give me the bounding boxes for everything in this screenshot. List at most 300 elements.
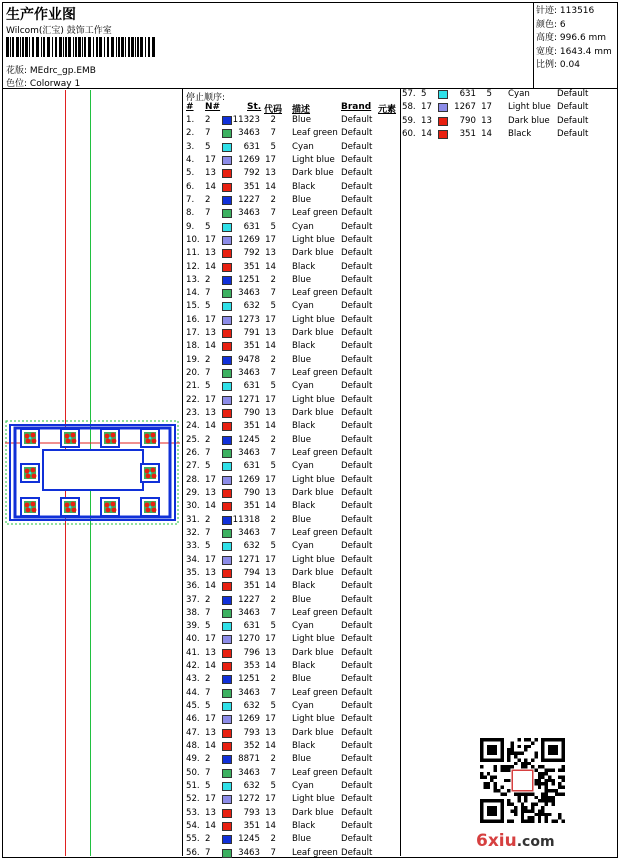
color-code: 7	[270, 607, 276, 618]
stop-row	[186, 154, 396, 167]
stop-row	[186, 713, 396, 726]
stop-row	[186, 540, 396, 553]
col-header-brand: Brand	[341, 102, 372, 112]
stitch-count: 1251	[238, 274, 260, 285]
needle-number: 7	[205, 288, 211, 299]
color-description: Black	[292, 341, 316, 352]
color-swatch	[222, 302, 232, 311]
color-swatch	[222, 462, 232, 471]
color-code: 17	[265, 154, 276, 165]
stitch-count: 793	[243, 807, 260, 818]
stop-index: 13.	[186, 274, 200, 285]
stop-index: 26.	[186, 448, 200, 458]
color-code: 2	[270, 674, 276, 685]
needle-number: 2	[205, 434, 211, 445]
barcode-bar	[137, 37, 139, 57]
needle-number: 14	[205, 341, 216, 352]
thread-brand: Default	[341, 647, 373, 658]
color-swatch	[222, 742, 232, 751]
thread-brand: Default	[341, 408, 373, 419]
thread-brand: Default	[341, 674, 373, 685]
color-swatch	[222, 542, 232, 551]
stitch-count: 791	[243, 328, 260, 339]
color-description: Leaf green	[292, 767, 338, 778]
color-description: Cyan	[292, 701, 314, 712]
thread-brand: Default	[341, 714, 373, 725]
stitch-count: 351	[243, 341, 260, 352]
color-description: Dark blue	[508, 115, 550, 126]
stop-row	[186, 580, 396, 593]
color-swatch	[222, 489, 232, 498]
stitch-count: 790	[243, 408, 260, 419]
stitch-count: 1269	[238, 154, 260, 165]
color-swatch	[438, 90, 448, 99]
design-preview	[5, 90, 180, 856]
stop-row	[186, 354, 396, 367]
color-swatch	[222, 169, 232, 178]
qr-code	[480, 738, 565, 823]
stitch-count: 631	[243, 221, 260, 232]
needle-number: 7	[205, 527, 211, 538]
stitch-count: 1269	[238, 234, 260, 245]
color-swatch	[222, 129, 232, 138]
stop-index: 21.	[186, 381, 200, 392]
color-description: Light blue	[292, 554, 335, 565]
needle-number: 14	[205, 581, 216, 592]
stop-row	[186, 700, 396, 713]
color-code: 7	[270, 767, 276, 778]
spec-label: 高度:	[536, 33, 560, 43]
thread-brand: Default	[341, 328, 373, 339]
stop-index: 32.	[186, 527, 200, 538]
stitch-count: 632	[243, 301, 260, 312]
flower-motif	[21, 464, 39, 482]
color-swatch	[222, 223, 232, 232]
stop-index: 6.	[186, 181, 195, 192]
color-description: Dark blue	[292, 168, 334, 179]
stitch-count: 790	[459, 115, 476, 126]
spec-label: 比例:	[536, 60, 560, 70]
stitch-count: 3463	[238, 208, 260, 219]
color-swatch	[222, 116, 232, 125]
color-description: Light blue	[292, 714, 335, 725]
barcode-bar	[55, 37, 57, 57]
color-swatch	[222, 316, 232, 325]
color-swatch	[222, 209, 232, 218]
color-swatch	[222, 356, 232, 365]
stitch-count: 1272	[238, 794, 260, 805]
thread-brand: Default	[341, 621, 373, 632]
needle-number: 7	[205, 368, 211, 379]
color-description: Light blue	[292, 154, 335, 165]
needle-number: 7	[205, 847, 211, 858]
column-divider	[400, 88, 401, 856]
color-description: Dark blue	[292, 248, 334, 259]
color-swatch	[222, 249, 232, 258]
color-description: Black	[292, 820, 316, 831]
stop-row	[186, 500, 396, 513]
color-description: Blue	[292, 754, 312, 765]
stop-index: 12.	[186, 261, 200, 272]
color-description: Black	[292, 261, 316, 272]
barcode-bar	[59, 37, 62, 57]
color-description: Blue	[292, 834, 312, 845]
needle-number: 7	[205, 687, 211, 698]
specs-divider	[533, 2, 534, 88]
needle-number: 5	[205, 221, 211, 232]
stop-index: 11.	[186, 248, 200, 259]
stitch-count: 1270	[238, 634, 260, 645]
stop-row	[186, 127, 396, 140]
color-code: 14	[265, 820, 276, 831]
barcode-bar	[148, 37, 150, 57]
colorway-label: 色位:	[6, 79, 28, 89]
color-swatch	[438, 130, 448, 139]
stop-index: 54.	[186, 820, 200, 831]
stitch-count: 631	[243, 621, 260, 632]
flower-motif	[21, 429, 39, 447]
needle-number: 5	[205, 461, 211, 472]
color-description: Dark blue	[292, 567, 334, 578]
thread-brand: Default	[341, 128, 373, 139]
color-description: Blue	[292, 274, 312, 285]
color-description: Black	[292, 501, 316, 512]
stop-index: 30.	[186, 501, 200, 512]
stop-row	[186, 274, 396, 287]
thread-brand: Default	[341, 261, 373, 272]
thread-brand: Default	[341, 634, 373, 645]
stitch-count: 632	[243, 541, 260, 552]
stop-row	[402, 115, 612, 128]
color-code: 2	[270, 834, 276, 845]
color-code: 5	[270, 541, 276, 552]
color-swatch	[222, 675, 232, 684]
stop-row	[186, 367, 396, 380]
color-code: 5	[270, 781, 276, 791]
stop-index: 22.	[186, 394, 200, 405]
stop-index: 36.	[186, 581, 200, 592]
color-swatch	[222, 769, 232, 778]
stitch-count: 1227	[238, 594, 260, 605]
thread-brand: Default	[341, 567, 373, 578]
color-description: Dark blue	[292, 727, 334, 738]
stop-row	[186, 514, 396, 527]
stitch-count: 351	[243, 181, 260, 192]
color-description: Dark blue	[292, 647, 334, 658]
color-description: Dark blue	[292, 807, 334, 818]
stitch-count: 790	[243, 487, 260, 498]
file-label: 花版:	[6, 66, 28, 76]
stitch-count: 792	[243, 168, 260, 179]
needle-number: 7	[205, 767, 211, 778]
stitch-count: 631	[459, 89, 476, 99]
color-description: Leaf green	[292, 448, 338, 458]
color-swatch	[438, 117, 448, 126]
color-code: 7	[270, 128, 276, 139]
stop-row	[186, 394, 396, 407]
stitch-count: 351	[243, 261, 260, 272]
color-code: 17	[265, 314, 276, 325]
stop-index: 39.	[186, 621, 200, 632]
thread-brand: Default	[341, 594, 373, 605]
needle-number: 2	[205, 115, 211, 125]
stop-row	[186, 833, 396, 846]
barcode-bar	[73, 37, 74, 57]
thread-brand: Default	[557, 102, 589, 113]
color-code: 2	[270, 434, 276, 445]
stop-row	[186, 221, 396, 234]
needle-number: 17	[421, 102, 432, 113]
file-name: MEdrc_gp.EMB	[29, 66, 96, 76]
thread-brand: Default	[341, 847, 373, 858]
flower-motif	[141, 464, 159, 482]
stop-row	[186, 780, 396, 793]
barcode-bar	[118, 37, 120, 57]
color-code: 7	[270, 288, 276, 299]
thread-brand: Default	[557, 115, 589, 126]
stitch-count: 1269	[238, 474, 260, 485]
needle-number: 14	[205, 820, 216, 831]
stop-row	[186, 141, 396, 154]
stitch-count: 1271	[238, 554, 260, 565]
design-specs	[536, 5, 612, 73]
needle-number: 14	[421, 128, 432, 139]
stitch-count: 352	[243, 741, 260, 752]
color-code: 5	[486, 89, 492, 99]
stop-index: 59.	[402, 115, 416, 126]
stitch-count: 1267	[454, 102, 476, 113]
thread-brand: Default	[341, 221, 373, 232]
needle-number: 13	[205, 647, 216, 658]
needle-number: 13	[205, 567, 216, 578]
needle-number: 7	[205, 607, 211, 618]
color-swatch	[222, 729, 232, 738]
thread-brand: Default	[341, 234, 373, 245]
needle-number: 5	[205, 541, 211, 552]
stop-index: 9.	[186, 221, 195, 232]
color-code: 2	[270, 754, 276, 765]
thread-brand: Default	[341, 194, 373, 205]
stop-row	[186, 647, 396, 660]
color-description: Cyan	[292, 541, 314, 552]
stitch-count: 3463	[238, 767, 260, 778]
colorway-value: Colorway 1	[29, 79, 81, 89]
embroidery-design	[5, 420, 180, 525]
needle-number: 5	[421, 89, 427, 99]
thread-brand: Default	[557, 128, 589, 139]
color-description: Blue	[292, 115, 312, 125]
color-swatch	[222, 702, 232, 711]
color-description: Blue	[292, 434, 312, 445]
color-code: 13	[265, 408, 276, 419]
stitch-count: 632	[243, 781, 260, 791]
color-code: 7	[270, 448, 276, 458]
barcode-bar	[6, 37, 9, 57]
col-header-stitches: St.	[247, 102, 262, 112]
stop-index: 23.	[186, 408, 200, 419]
stitch-count: 1251	[238, 674, 260, 685]
stop-index: 60.	[402, 128, 416, 139]
stop-row	[186, 727, 396, 740]
stitch-count: 11318	[232, 514, 260, 525]
color-description: Cyan	[292, 381, 314, 392]
color-swatch	[222, 529, 232, 538]
color-swatch	[222, 436, 232, 445]
needle-number: 2	[205, 754, 211, 765]
color-swatch	[222, 635, 232, 644]
color-swatch	[222, 809, 232, 818]
stop-index: 3.	[186, 141, 195, 152]
stitch-count: 1245	[238, 434, 260, 445]
color-description: Light blue	[292, 394, 335, 405]
color-description: Dark blue	[292, 487, 334, 498]
stop-index: 16.	[186, 314, 200, 325]
needle-number: 2	[205, 354, 211, 365]
thread-brand: Default	[341, 554, 373, 565]
stitch-count: 351	[459, 128, 476, 139]
needle-number: 17	[205, 634, 216, 645]
stitch-count: 3463	[238, 368, 260, 379]
stop-row	[186, 633, 396, 646]
stop-index: 55.	[186, 834, 200, 845]
company-name: Wilcom(汇宝) 鼓饰工作室	[6, 26, 112, 36]
stop-row	[186, 740, 396, 753]
color-code: 14	[265, 261, 276, 272]
barcode-bar	[135, 37, 136, 57]
thread-brand: Default	[557, 89, 589, 99]
thread-brand: Default	[341, 807, 373, 818]
stitch-count: 796	[243, 647, 260, 658]
stop-row	[186, 554, 396, 567]
thread-brand: Default	[341, 341, 373, 352]
barcode-bar	[75, 37, 77, 57]
color-code: 5	[270, 141, 276, 152]
color-description: Light blue	[292, 234, 335, 245]
stop-row	[186, 620, 396, 633]
thread-brand: Default	[341, 581, 373, 592]
stitch-count: 351	[243, 421, 260, 432]
color-swatch	[222, 289, 232, 298]
barcode-bar	[16, 37, 19, 57]
color-code: 13	[265, 647, 276, 658]
spec-row	[536, 59, 612, 73]
thread-brand: Default	[341, 434, 373, 445]
needle-number: 2	[205, 514, 211, 525]
color-code: 14	[481, 128, 492, 139]
color-code: 7	[270, 847, 276, 858]
stop-row	[186, 460, 396, 473]
spec-row	[536, 19, 612, 33]
stop-row	[186, 447, 396, 460]
barcode-bar	[145, 37, 146, 57]
color-swatch	[222, 342, 232, 351]
needle-number: 2	[205, 834, 211, 845]
color-code: 17	[265, 554, 276, 565]
needle-number: 13	[205, 487, 216, 498]
stitch-count: 631	[243, 381, 260, 392]
stitch-count: 631	[243, 141, 260, 152]
stitch-count: 794	[243, 567, 260, 578]
color-swatch	[222, 662, 232, 671]
needle-number: 7	[205, 448, 211, 458]
stop-row	[186, 114, 396, 127]
stop-index: 45.	[186, 701, 200, 712]
col-header-index: #	[186, 102, 194, 112]
stop-row	[186, 660, 396, 673]
site-watermark	[476, 831, 555, 851]
stop-index: 1.	[186, 115, 195, 125]
stitch-count: 11323	[232, 115, 260, 125]
thread-brand: Default	[341, 314, 373, 325]
stop-row	[186, 527, 396, 540]
stop-row	[186, 287, 396, 300]
stop-index: 49.	[186, 754, 200, 765]
color-swatch	[222, 422, 232, 431]
thread-brand: Default	[341, 767, 373, 778]
color-description: Cyan	[508, 89, 530, 99]
stitch-count: 1245	[238, 834, 260, 845]
spec-label: 颜色:	[536, 19, 560, 30]
thread-brand: Default	[341, 421, 373, 432]
thread-brand: Default	[341, 487, 373, 498]
color-swatch	[222, 329, 232, 338]
thread-brand: Default	[341, 248, 373, 259]
thread-brand: Default	[341, 474, 373, 485]
thread-brand: Default	[341, 741, 373, 752]
color-code: 2	[270, 115, 276, 125]
spec-value: 6	[559, 19, 566, 30]
stop-index: 44.	[186, 687, 200, 698]
barcode-bar	[121, 37, 124, 57]
stop-row	[186, 380, 396, 393]
col-header-description: 描述	[292, 105, 311, 115]
color-description: Blue	[292, 514, 312, 525]
barcode-bar	[43, 37, 45, 57]
color-description: Leaf green	[292, 368, 338, 379]
color-code: 14	[265, 661, 276, 672]
thread-brand: Default	[341, 687, 373, 698]
stop-row	[186, 327, 396, 340]
stop-row	[186, 687, 396, 700]
thread-brand: Default	[341, 168, 373, 179]
color-description: Black	[292, 741, 316, 752]
stop-row	[186, 261, 396, 274]
thread-brand: Default	[341, 834, 373, 845]
barcode-bar	[116, 37, 117, 57]
color-swatch	[222, 609, 232, 618]
needle-number: 5	[205, 381, 211, 392]
canvas-divider	[182, 88, 183, 856]
barcode-bar	[52, 37, 53, 57]
spec-label: 针迹:	[536, 6, 560, 16]
barcode-bar	[152, 37, 155, 57]
needle-number: 14	[205, 261, 216, 272]
needle-number: 17	[205, 714, 216, 725]
needle-number: 13	[205, 408, 216, 419]
barcode-bar	[20, 37, 21, 57]
stop-index: 52.	[186, 794, 200, 805]
stitch-count: 632	[243, 701, 260, 712]
col-header-element: 元素	[378, 105, 397, 115]
needle-number: 13	[205, 807, 216, 818]
color-code: 5	[270, 381, 276, 392]
barcode-bar	[107, 37, 109, 57]
barcode-bar	[78, 37, 81, 57]
flower-motif	[141, 429, 159, 447]
stop-index: 46.	[186, 714, 200, 725]
stitch-count: 3463	[238, 847, 260, 858]
thread-brand: Default	[341, 781, 373, 791]
